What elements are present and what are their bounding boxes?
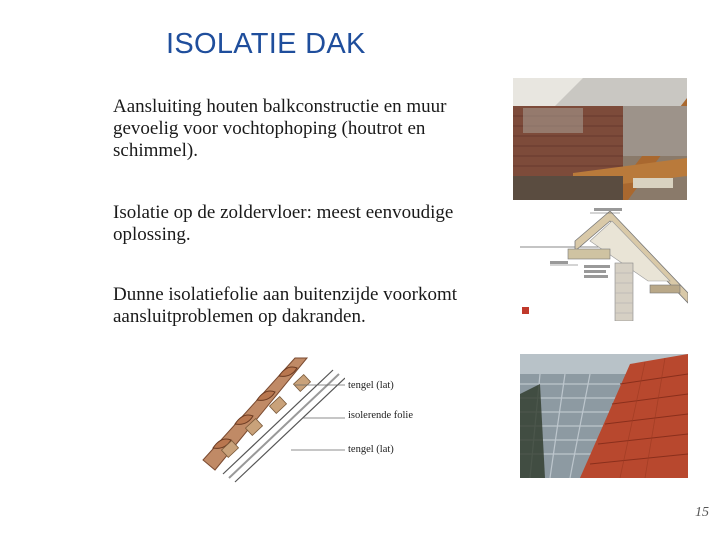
roof-layer-diagram (195, 348, 345, 488)
roof-foil-photo (520, 354, 688, 478)
label-tengel-bottom: tengel (lat) (348, 444, 394, 455)
paragraph-wood-joint: Aansluiting houten balkconstructie en muur gevoelig voor vochtophoping (houtrot en schimmel). (113, 96, 447, 161)
attic-wall-photo (513, 78, 687, 200)
slide-title: ISOLATIE DAK (166, 28, 366, 60)
label-isolerende-folie: isolerende folie (348, 410, 414, 421)
roof-section-drawing (520, 203, 688, 321)
label-tengel-top: tengel (lat) (348, 380, 394, 391)
page-number: 15 (695, 505, 709, 520)
paragraph-attic-floor: Isolatie op de zoldervloer: meest eenvoudige oplossing. (113, 202, 454, 245)
paragraph-insulation-foil: Dunne isolatiefolie aan buitenzijde voorkomt aansluitproblemen op dakranden. (113, 284, 458, 327)
